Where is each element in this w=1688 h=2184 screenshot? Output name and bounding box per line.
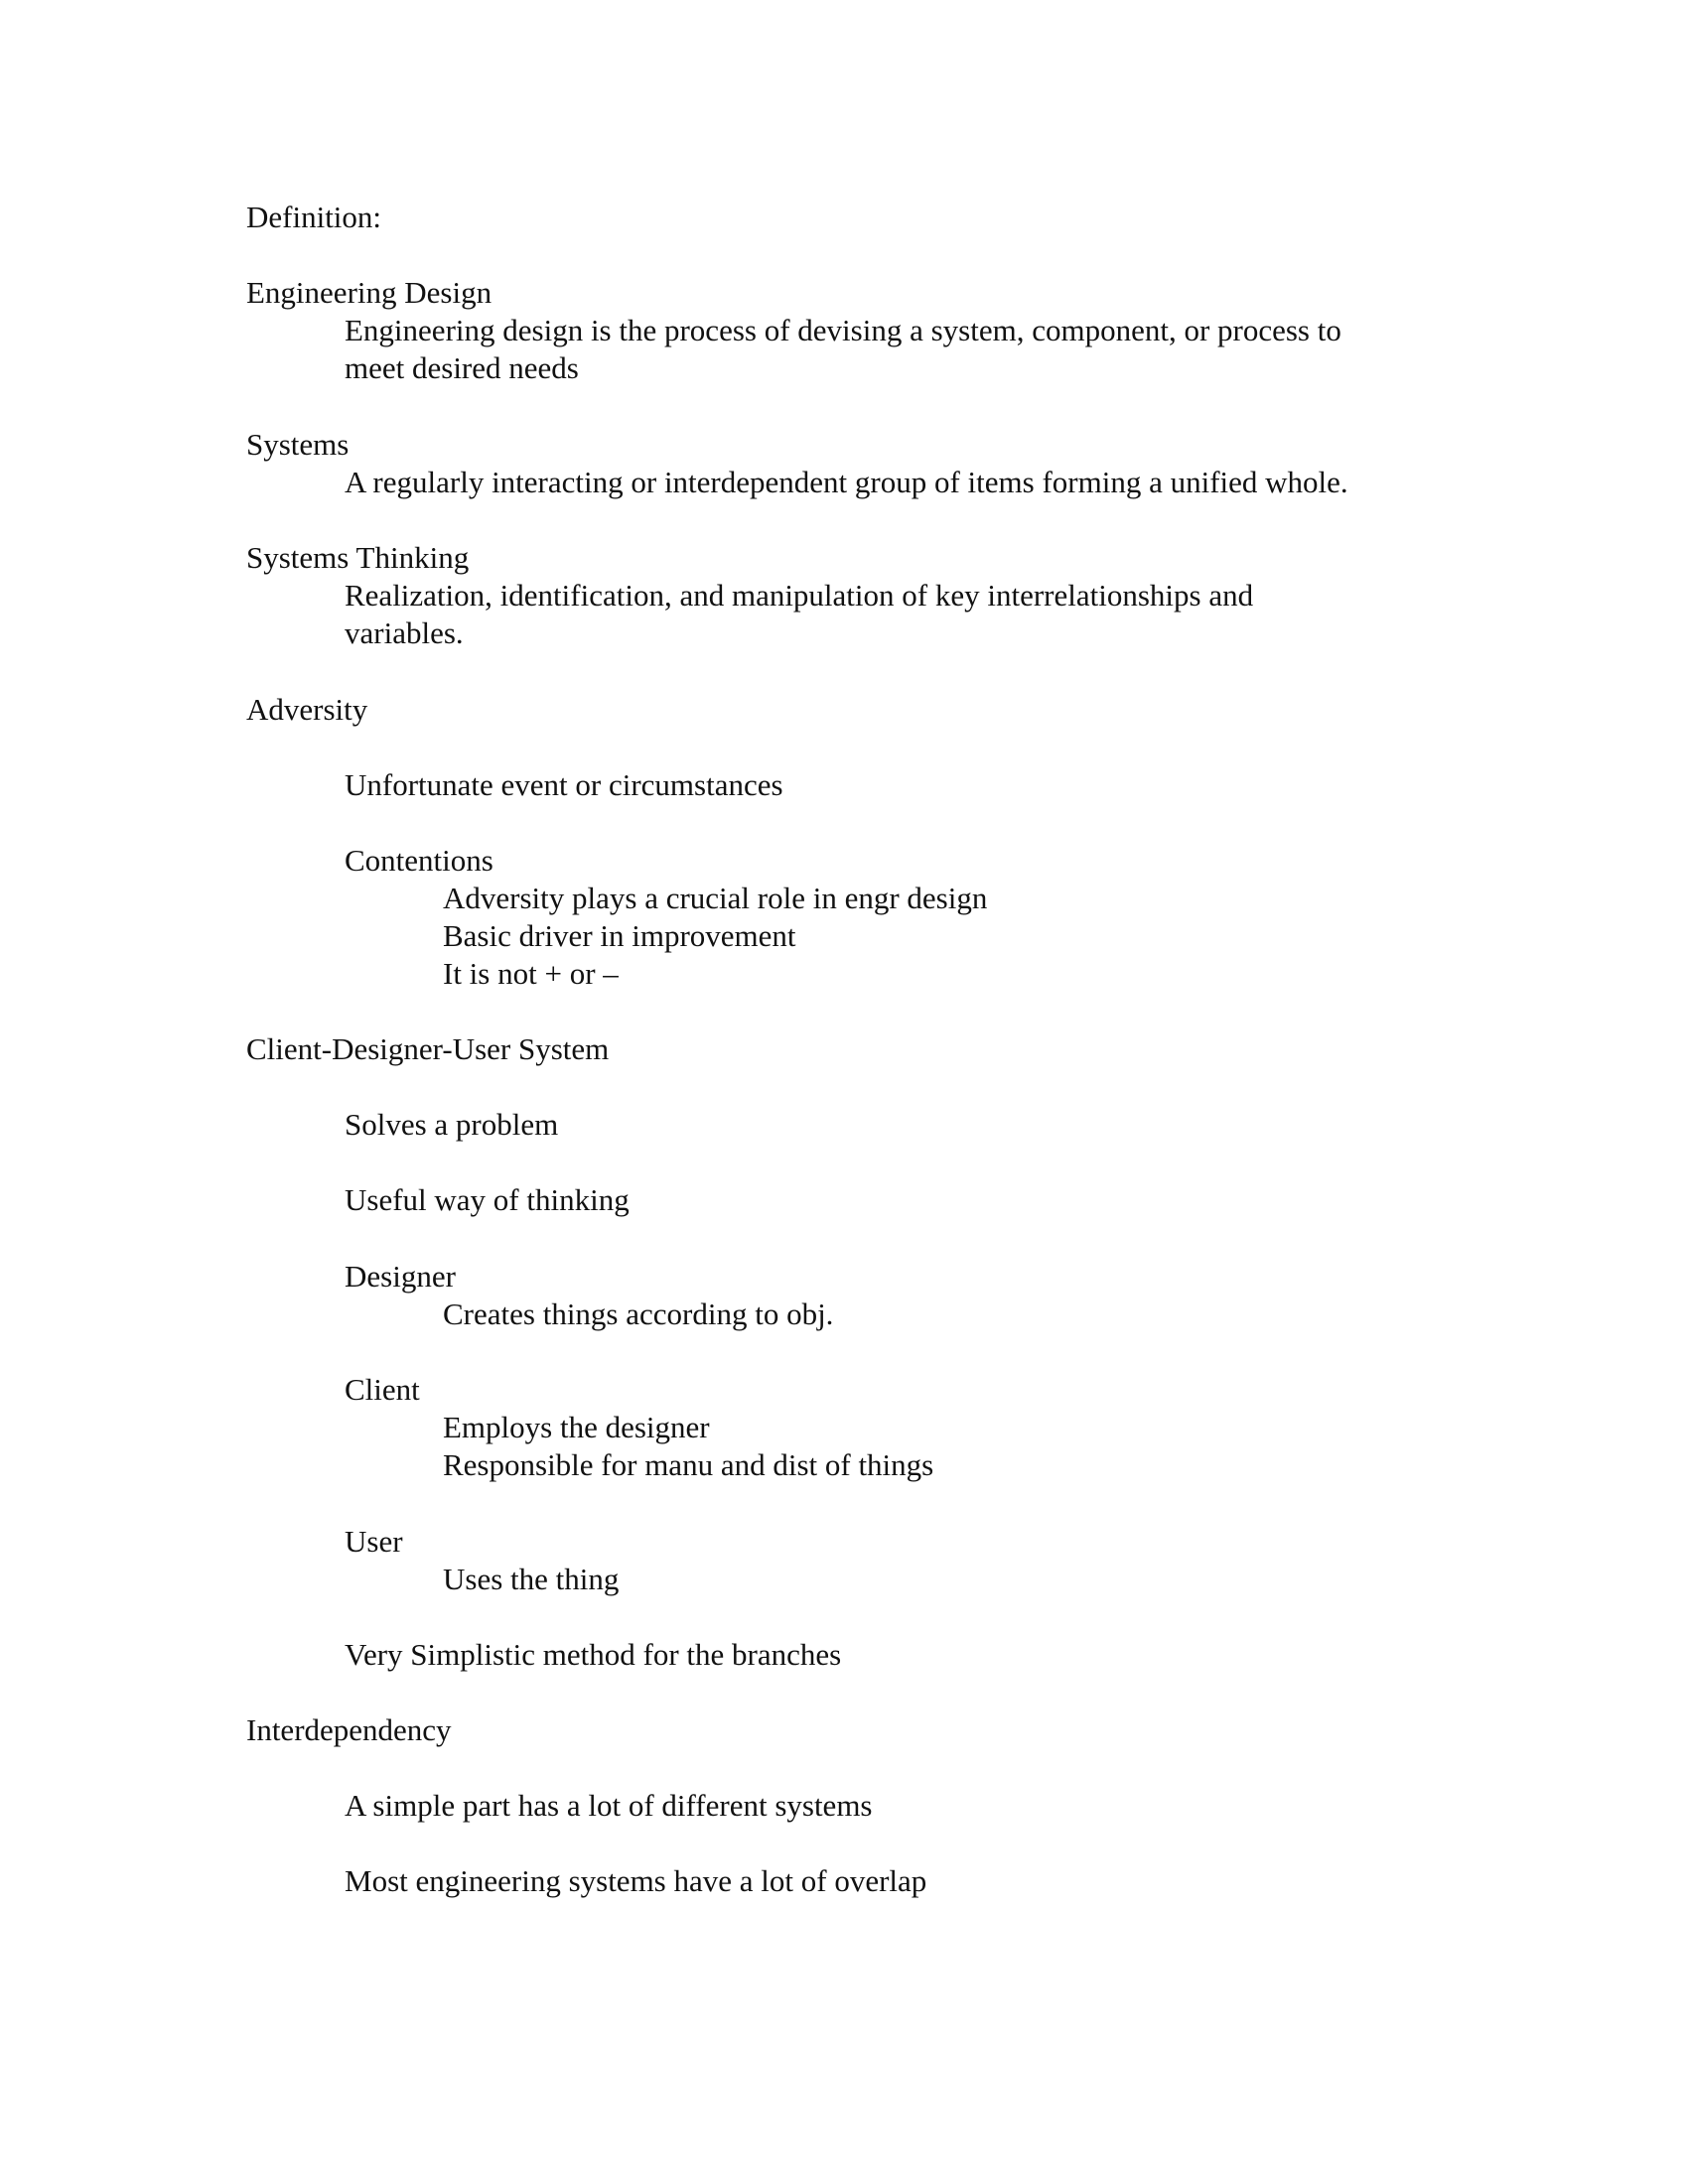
cdu-point-useful-thinking: Useful way of thinking (345, 1182, 630, 1217)
term-engineering-design: Engineering Design (246, 275, 492, 310)
client-item: Employs the designer (443, 1410, 710, 1444)
definition-systems: A regularly interacting or interdependent group of items forming a unified whole. (345, 465, 1348, 499)
contention-item: It is not + or – (443, 956, 619, 991)
interdependency-point: A simple part has a lot of different systems (345, 1788, 873, 1823)
definition-systems-thinking-line2: variables. (345, 615, 464, 650)
term-systems-thinking: Systems Thinking (246, 540, 470, 575)
cdu-point-solves-problem: Solves a problem (345, 1107, 559, 1142)
user-label: User (345, 1524, 403, 1559)
user-item: Uses the thing (443, 1562, 620, 1596)
definition-systems-thinking-line1: Realization, identification, and manipulation of key interrelationships and (345, 578, 1254, 613)
contention-item: Basic driver in improvement (443, 918, 796, 953)
term-client-designer-user-system: Client-Designer-User System (246, 1031, 610, 1066)
term-systems: Systems (246, 427, 350, 462)
client-item: Responsible for manu and dist of things (443, 1447, 934, 1482)
designer-item: Creates things according to obj. (443, 1297, 834, 1331)
page-heading: Definition: (246, 200, 382, 234)
contention-item: Adversity plays a crucial role in engr design (443, 881, 988, 915)
interdependency-point: Most engineering systems have a lot of overlap (345, 1863, 927, 1898)
designer-label: Designer (345, 1259, 456, 1294)
cdu-closing-note: Very Simplistic method for the branches (345, 1637, 842, 1672)
definition-engineering-design-line2: meet desired needs (345, 350, 579, 385)
contentions-label: Contentions (345, 843, 493, 878)
definition-engineering-design-line1: Engineering design is the process of devising a system, component, or process to (345, 313, 1341, 347)
client-label: Client (345, 1372, 420, 1407)
term-adversity: Adversity (246, 692, 368, 727)
term-interdependency: Interdependency (246, 1712, 452, 1747)
definition-adversity: Unfortunate event or circumstances (345, 767, 783, 802)
